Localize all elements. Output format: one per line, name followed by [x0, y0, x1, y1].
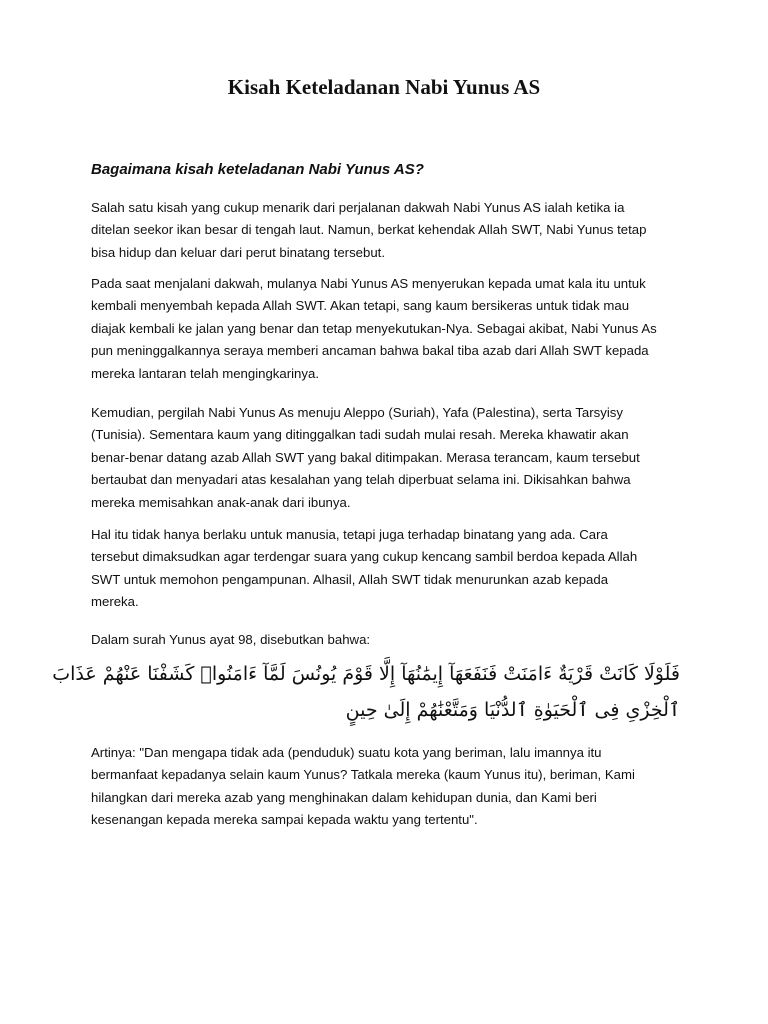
document-title: Kisah Keteladanan Nabi Yunus AS: [227, 75, 541, 99]
text-line: pun meninggalkannya seraya memberi ancaman bahwa bakal tiba azab dari Allah SWT kepada: [91, 343, 649, 359]
paragraph-translation: [91, 742, 691, 832]
paragraph-verse-intro: [91, 629, 691, 651]
text-line: tersebut dimaksudkan agar terdengar suara yang cukup kencang sambil berdoa kepada Allah: [91, 549, 638, 565]
text-line: (Tunisia). Sementara kaum yang ditinggalkan tadi sudah mulai resah. Mereka khawatir akan: [91, 427, 629, 443]
paragraph-repentance: [91, 524, 691, 614]
text-line: mereka lantaran telah mengingkarinya.: [91, 365, 319, 381]
text-line: Pada saat menjalani dakwah, mulanya Nabi Yunus AS menyerukan kepada umat kala itu untuk: [91, 276, 646, 291]
text-line: bisa hidup dan keluar dari perut binatang tersebut.: [91, 244, 385, 260]
text-line: Kemudian, pergilah Nabi Yunus As menuju Aleppo (Suriah), Yafa (Palestina), serta Tarsyisy: [91, 405, 623, 420]
text-line: Salah satu kisah yang cukup menarik dari perjalanan dakwah Nabi Yunus AS ialah ketika ia: [91, 200, 625, 215]
arabic-verse-line: فَلَوْلَا كَانَتْ قَرْيَةٌ ءَامَنَتْ فَنَفَعَهَآ إِيمَٰنُهَآ إِلَّا قَوْمَ يُونُسَ لَمَّآ ءَامَنُوا۟ كَشَفْنَا عَنْهُمْ عَذَابَ: [52, 663, 680, 685]
text-line: benar-benar datang azab Allah SWT yang bakal ditimpakan. Merasa terancam, kaum tersebut: [91, 449, 640, 465]
text-line: kembali menyembah kepada Allah SWT. Akan tetapi, sang kaum bersikeras untuk tidak mau: [91, 298, 630, 314]
text-line: ditelan seekor ikan besar di tengah laut. Namun, berkat kehendak Allah SWT, Nabi Yunus tetap: [91, 222, 647, 238]
text-line: Hal itu tidak hanya berlaku untuk manusia, tetapi juga terhadap binatang yang ada. Cara: [91, 527, 608, 542]
text-line: mereka.: [91, 594, 139, 610]
text-line: SWT untuk memohon pengampunan. Alhasil, Allah SWT tidak menurunkan azab kepada: [91, 571, 609, 587]
text-line: diajak kembali ke jalan yang benar dan tetap menyekutukan-Nya. Sebagai akibat, Nabi Yunus As: [91, 320, 657, 336]
paragraph-dakwah: [91, 273, 691, 385]
arabic-verse-line: ٱلْخِزْىِ فِى ٱلْحَيَوٰةِ ٱلدُّنْيَا وَمَتَّعْنَٰهُمْ إِلَىٰ حِينٍ: [345, 699, 680, 721]
text-line: bertaubat dan menyadari atas kesalahan yang telah diperbuat selama ini. Dikisahkan bahwa: [91, 472, 631, 488]
section-question-heading: Bagaimana kisah keteladanan Nabi Yunus AS?: [91, 161, 424, 178]
text-line: Artinya: "Dan mengapa tidak ada (penduduk) suatu kota yang beriman, lalu imannya itu: [91, 745, 602, 760]
arabic-verse: [52, 656, 680, 728]
text-line: bermanfaat kepadanya selain kaum Yunus? Tatkala mereka (kaum Yunus itu), beriman, Kami: [91, 767, 635, 783]
paragraph-intro: [91, 197, 691, 264]
text-line: kesenangan kepada mereka sampai kepada waktu yang tertentu".: [91, 812, 478, 828]
paragraph-journey: [91, 402, 691, 514]
text-line: Dalam surah Yunus ayat 98, disebutkan bahwa:: [91, 632, 371, 647]
text-line: hilangkan dari mereka azab yang menghinakan dalam kehidupan dunia, dan Kami beri: [91, 789, 597, 805]
text-line: mereka memisahkan anak-anak dari ibunya.: [91, 494, 351, 510]
